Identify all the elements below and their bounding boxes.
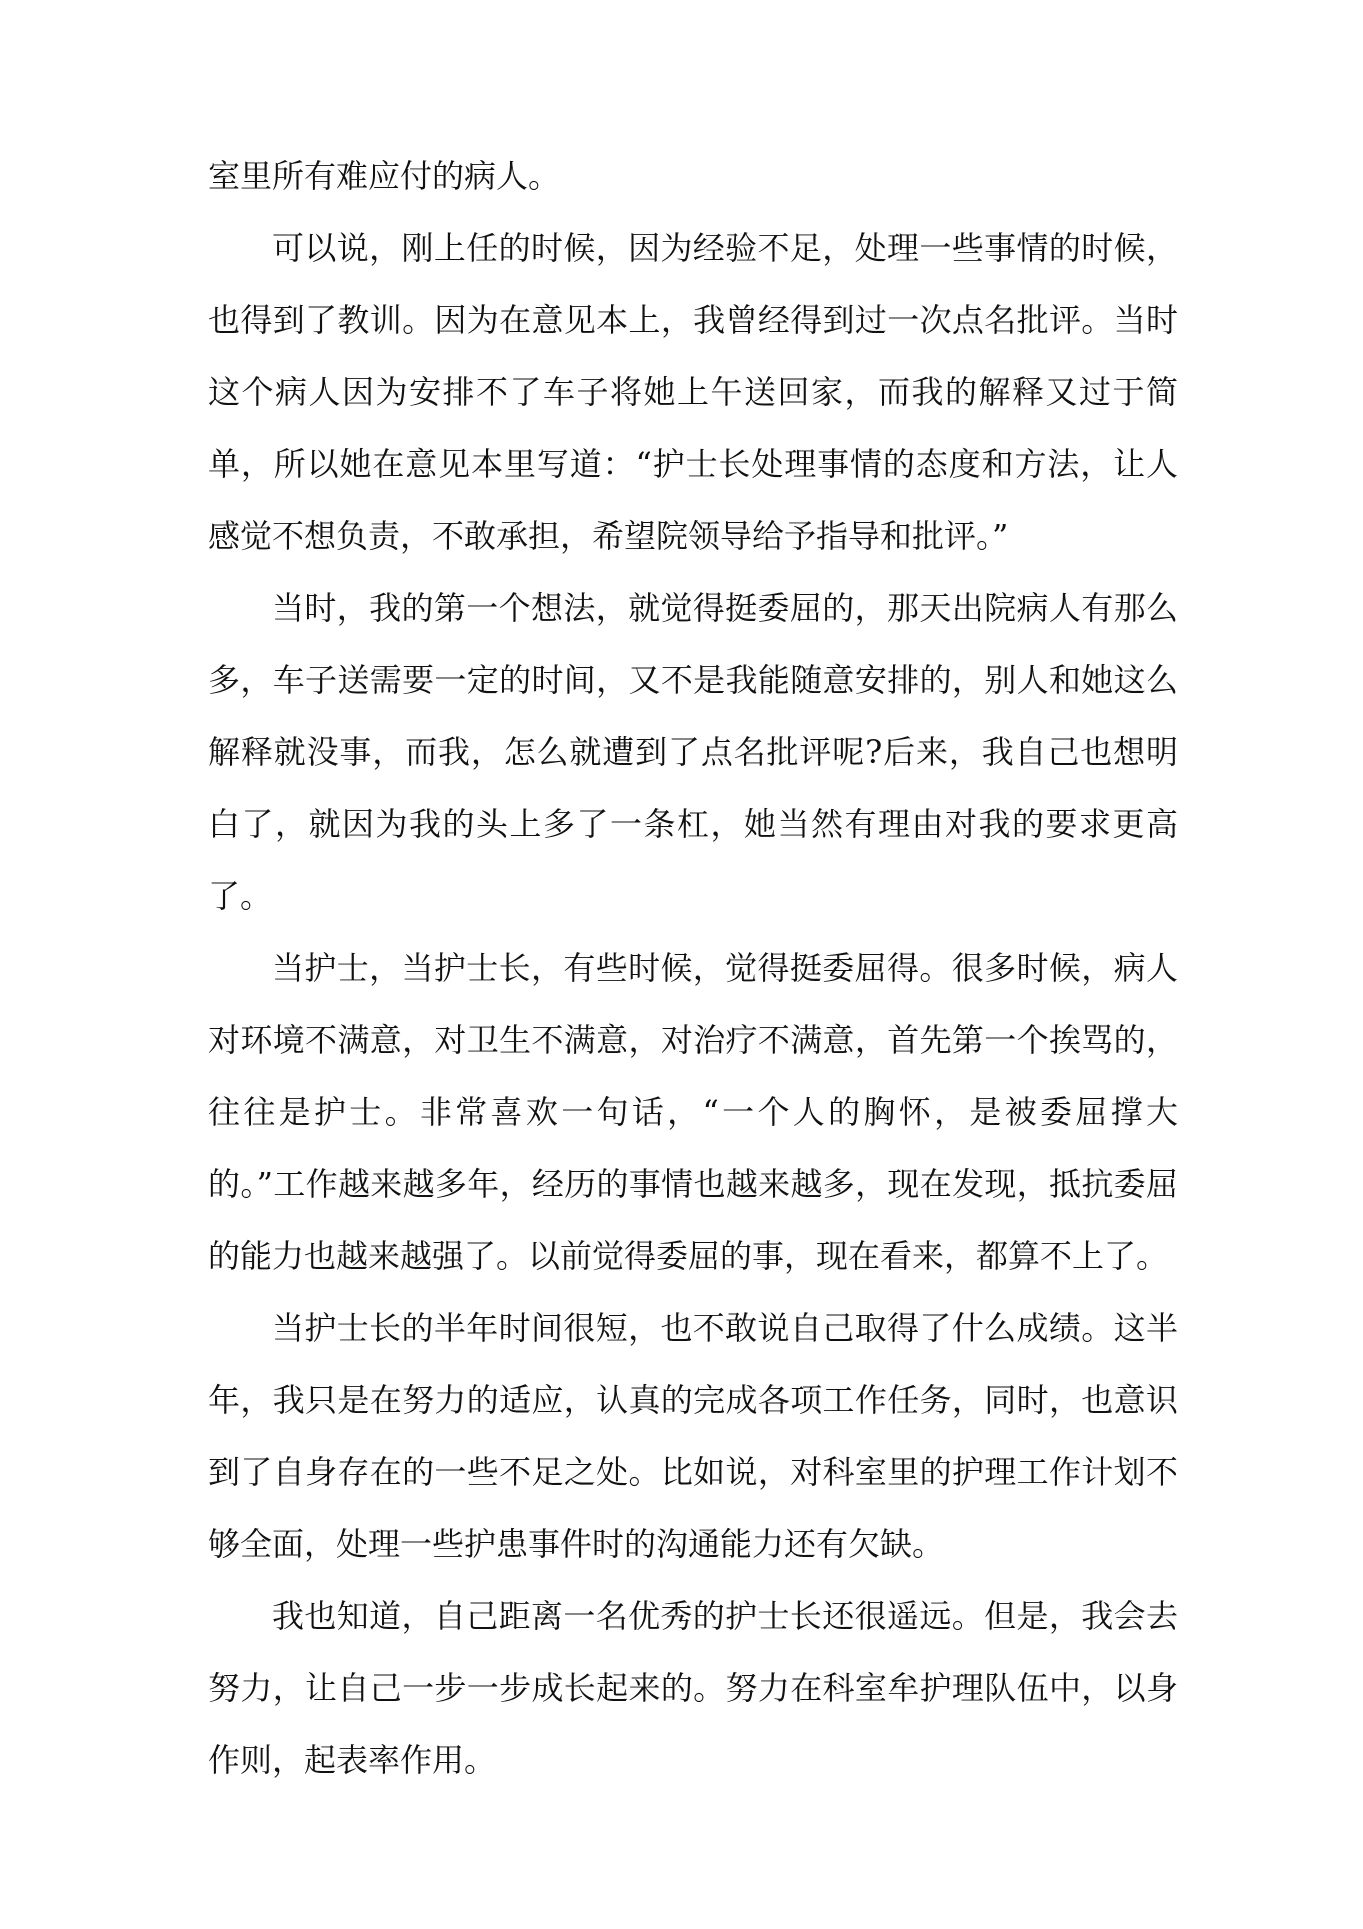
paragraph: 我也知道，自己距离一名优秀的护士长还很遥远。但是，我会去努力，让自己一步一步成长起来的。努力在科室牟护理队伍中，以身作则，起表率作用。 xyxy=(208,1597,1178,1779)
paragraph: 室里所有难应付的病人。 xyxy=(208,157,561,195)
paragraph: 当护士，当护士长，有些时候，觉得挺委屈得。很多时候，病人对环境不满意，对卫生不满意，对治疗不满意，首先第一个挨骂的，往往是护士。非常喜欢一句话，“一个人的胸怀，是被委屈撑大的。”工作越来越多年，经历的事情也越来越多，现在发现，抵抗委屈的能力也越来越强了。以前觉得委屈的事，现在看来，都算不上了。 xyxy=(208,949,1178,1275)
document-body xyxy=(208,140,1178,1796)
paragraph: 可以说，刚上任的时候，因为经验不足，处理一些事情的时候，也得到了教训。因为在意见本上，我曾经得到过一次点名批评。当时这个病人因为安排不了车子将她上午送回家，而我的解释又过于简单，所以她在意见本里写道：“护士长处理事情的态度和方法，让人感觉不想负责，不敢承担，希望院领导给予指导和批评。” xyxy=(208,229,1178,555)
paragraph: 当护士长的半年时间很短，也不敢说自己取得了什么成绩。这半年，我只是在努力的适应，认真的完成各项工作任务，同时，也意识到了自身存在的一些不足之处。比如说，对科室里的护理工作计划不够全面，处理一些护患事件时的沟通能力还有欠缺。 xyxy=(208,1309,1178,1563)
paragraph: 当时，我的第一个想法，就觉得挺委屈的，那天出院病人有那么多，车子送需要一定的时间，又不是我能随意安排的，别人和她这么解释就没事，而我，怎么就遭到了点名批评呢?后来，我自己也想明白了，就因为我的头上多了一条杠，她当然有理由对我的要求更高了。 xyxy=(208,589,1178,915)
